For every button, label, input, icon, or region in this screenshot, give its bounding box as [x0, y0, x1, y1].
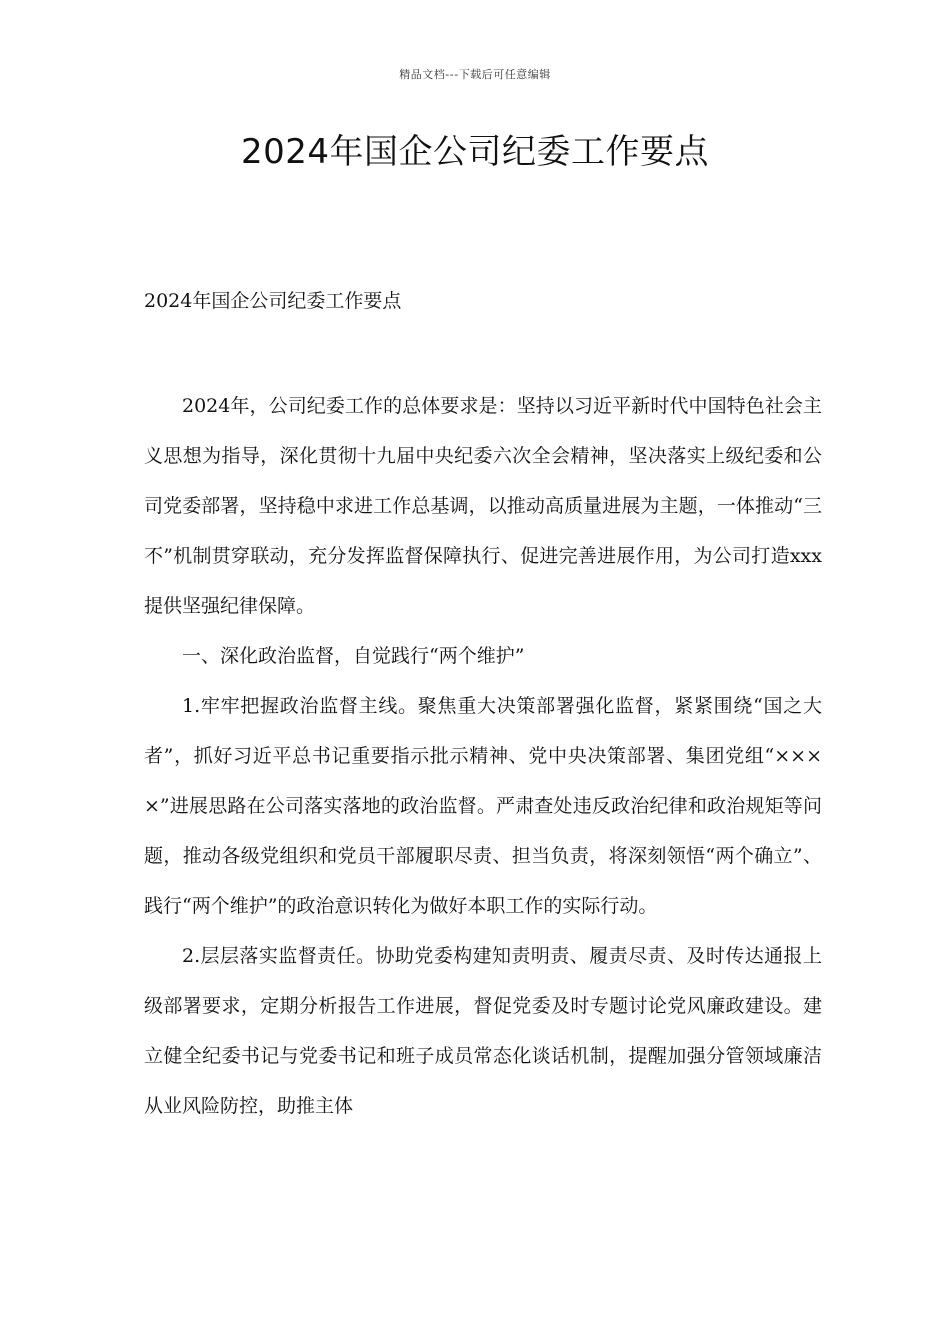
document-subtitle: 2024年国企公司纪委工作要点 [144, 290, 402, 312]
body-paragraph: 2.层层落实监督责任。协助党委构建知责明责、履责尽责、及时传达通报上级部署要求，定期分析报告工作进展，督促党委及时专题讨论党风廉政建设。建立健全纪委书记与党委书记和班子成员常态化谈话机制，提醒加强分管领域廉洁从业风险防控，助推主体 [144, 945, 822, 1117]
document-title: 2024年国企公司纪委工作要点 [240, 132, 710, 172]
body-paragraph: 2024年，公司纪委工作的总体要求是：坚持以习近平新时代中国特色社会主义思想为指导，深化贯彻十九届中央纪委六次全会精神，坚决落实上级纪委和公司党委部署，坚持稳中求进工作总基调，以推动高质量进展为主题，一体推动“三不”机制贯穿联动，充分发挥监督保障执行、促进完善进展作用，为公司打造xxx提供坚强纪律保障。 [144, 395, 822, 617]
body-paragraph: 1.牢牢把握政治监督主线。聚焦重大决策部署强化监督，紧紧围绕“国之大者”，抓好习近平总书记重要指示批示精神、党中央决策部署、集团党组“××××”进展思路在公司落实落地的政治监督。严肃查处违反政治纪律和政治规矩等问题，推动各级党组织和党员干部履职尽责、担当负责，将深刻领悟“两个确立”、践行“两个维护”的政治意识转化为做好本职工作的实际行动。 [144, 695, 822, 917]
document-body [144, 381, 822, 1131]
section-heading: 一、深化政治监督，自觉践行“两个维护” [182, 645, 525, 667]
header-note: 精品文档---下载后可任意编辑 [399, 68, 551, 81]
